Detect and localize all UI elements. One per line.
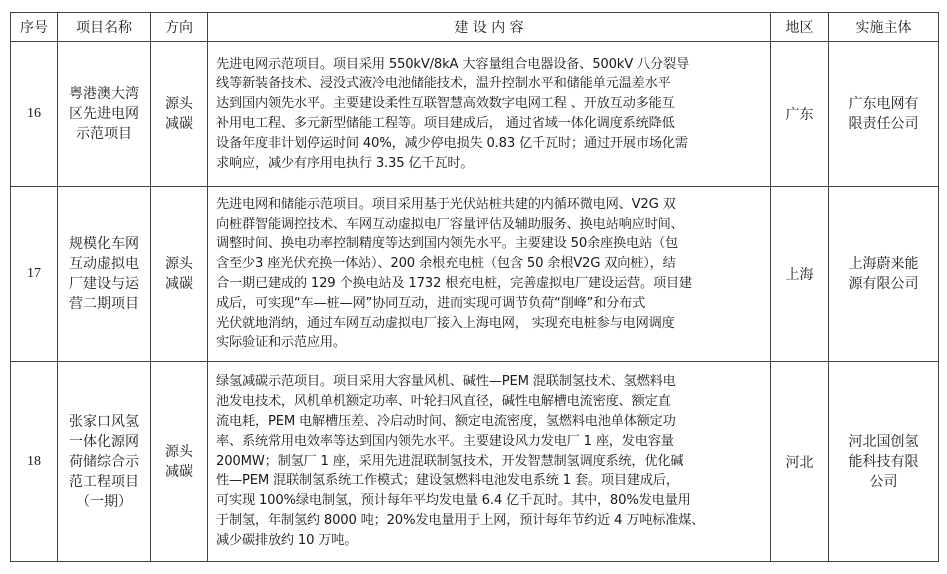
row-project-name: 张家口风氢 一体化源网 荷储综合示 范工程项目 （一期） (58, 362, 151, 562)
projects-table (10, 12, 939, 562)
row-direction: 源头 减碳 (151, 362, 208, 562)
row-project-name: 规模化车网 互动虚拟电 厂建设与运 营二期项目 (58, 187, 151, 362)
row-direction: 源头 减碳 (151, 187, 208, 362)
table-row (11, 42, 939, 187)
row-content: 绿氢减碳示范项目。项目采用大容量风机、碱性—PEM 混联制氢技术、氢燃料电 池发电技术，风机单机额定功率、叶轮扫风直径，碱性电解槽电流密度、额定直 流电耗，PEM 电解槽压差、冷启动时间、额定电流密度，氢燃料电池单体额定功 率、系统常用电效率等达到国内领先水平。主要建设风力发电厂 1 座，发电容量 200MW；制氢厂 1 座，采用先进混联制氢技术，开发智慧制氢调度系统，优化碱 性—PEM 混联制氢系统工作模式；建设氢燃料电池发电系统 1 套。项目建成后， 可实现 100%绿电制氢，预计每年平均发电量 6.4 亿千瓦时。其中，80%发电量用 于制氢，年制氢约 8000 吨；20%发电量用于上网，预计每年节约近 4 万吨标准煤、 减少碳排放约 10 万吨。 (208, 362, 771, 562)
row-content: 先进电网示范项目。项目采用 550kV/8kA 大容量组合电器设备、500kV 八分裂导 线等新装备技术、浸没式液冷电池储能技术，温升控制水平和储能单元温差水平 达到国内领先水平。主要建设柔性互联智慧高效数字电网工程 、开放互动多能互 补用电工程、多元新型储能工程等。项目建成后， 通过省域一体化调度系统降低 设备年度非计划停运时间 40%，减少停电损失 0.83 亿千瓦时；通过开展市场化需 求响应，减少有序用电执行 3.35 亿千瓦时。 (208, 42, 771, 187)
row-seq: 16 (11, 42, 58, 187)
row-region: 河北 (771, 362, 829, 562)
header-region: 地区 (771, 13, 829, 42)
row-project-name: 粤港澳大湾 区先进电网 示范项目 (58, 42, 151, 187)
table-row (11, 362, 939, 562)
header-row (11, 13, 939, 42)
table-row (11, 187, 939, 362)
header-entity: 实施主体 (829, 13, 939, 42)
row-entity: 河北国创氢 能科技有限 公司 (829, 362, 939, 562)
row-region: 广东 (771, 42, 829, 187)
header-direction: 方向 (151, 13, 208, 42)
row-region: 上海 (771, 187, 829, 362)
header-name: 项目名称 (58, 13, 151, 42)
row-entity: 广东电网有 限责任公司 (829, 42, 939, 187)
row-entity: 上海蔚来能 源有限公司 (829, 187, 939, 362)
header-content: 建 设 内 容 (208, 13, 771, 42)
row-content: 先进电网和储能示范项目。项目采用基于光伏站桩共建的内循环微电网、V2G 双 向桩群智能调控技术、车网互动虚拟电厂容量评估及辅助服务、换电站响应时间、 调整时间、换电功率控制精度等达到国内领先水平。主要建设 50余座换电站（包 含至少3 座光伏充换一体站）、200 余根充电桩（包含 50 余根V2G 双向桩），结 合一期已建成的 129 个换电站及 1732 根充电桩，完善虚拟电厂建设运营。项目建 成后，可实现“车—桩—网”协同互动，进而实现可调节负荷“削峰”和分布式 光伏就地消纳，通过车网互动虚拟电厂接入上海电网， 实现充电桩参与电网调度 实际验证和示范应用。 (208, 187, 771, 362)
header-seq: 序号 (11, 13, 58, 42)
row-seq: 18 (11, 362, 58, 562)
row-direction: 源头 减碳 (151, 42, 208, 187)
row-seq: 17 (11, 187, 58, 362)
